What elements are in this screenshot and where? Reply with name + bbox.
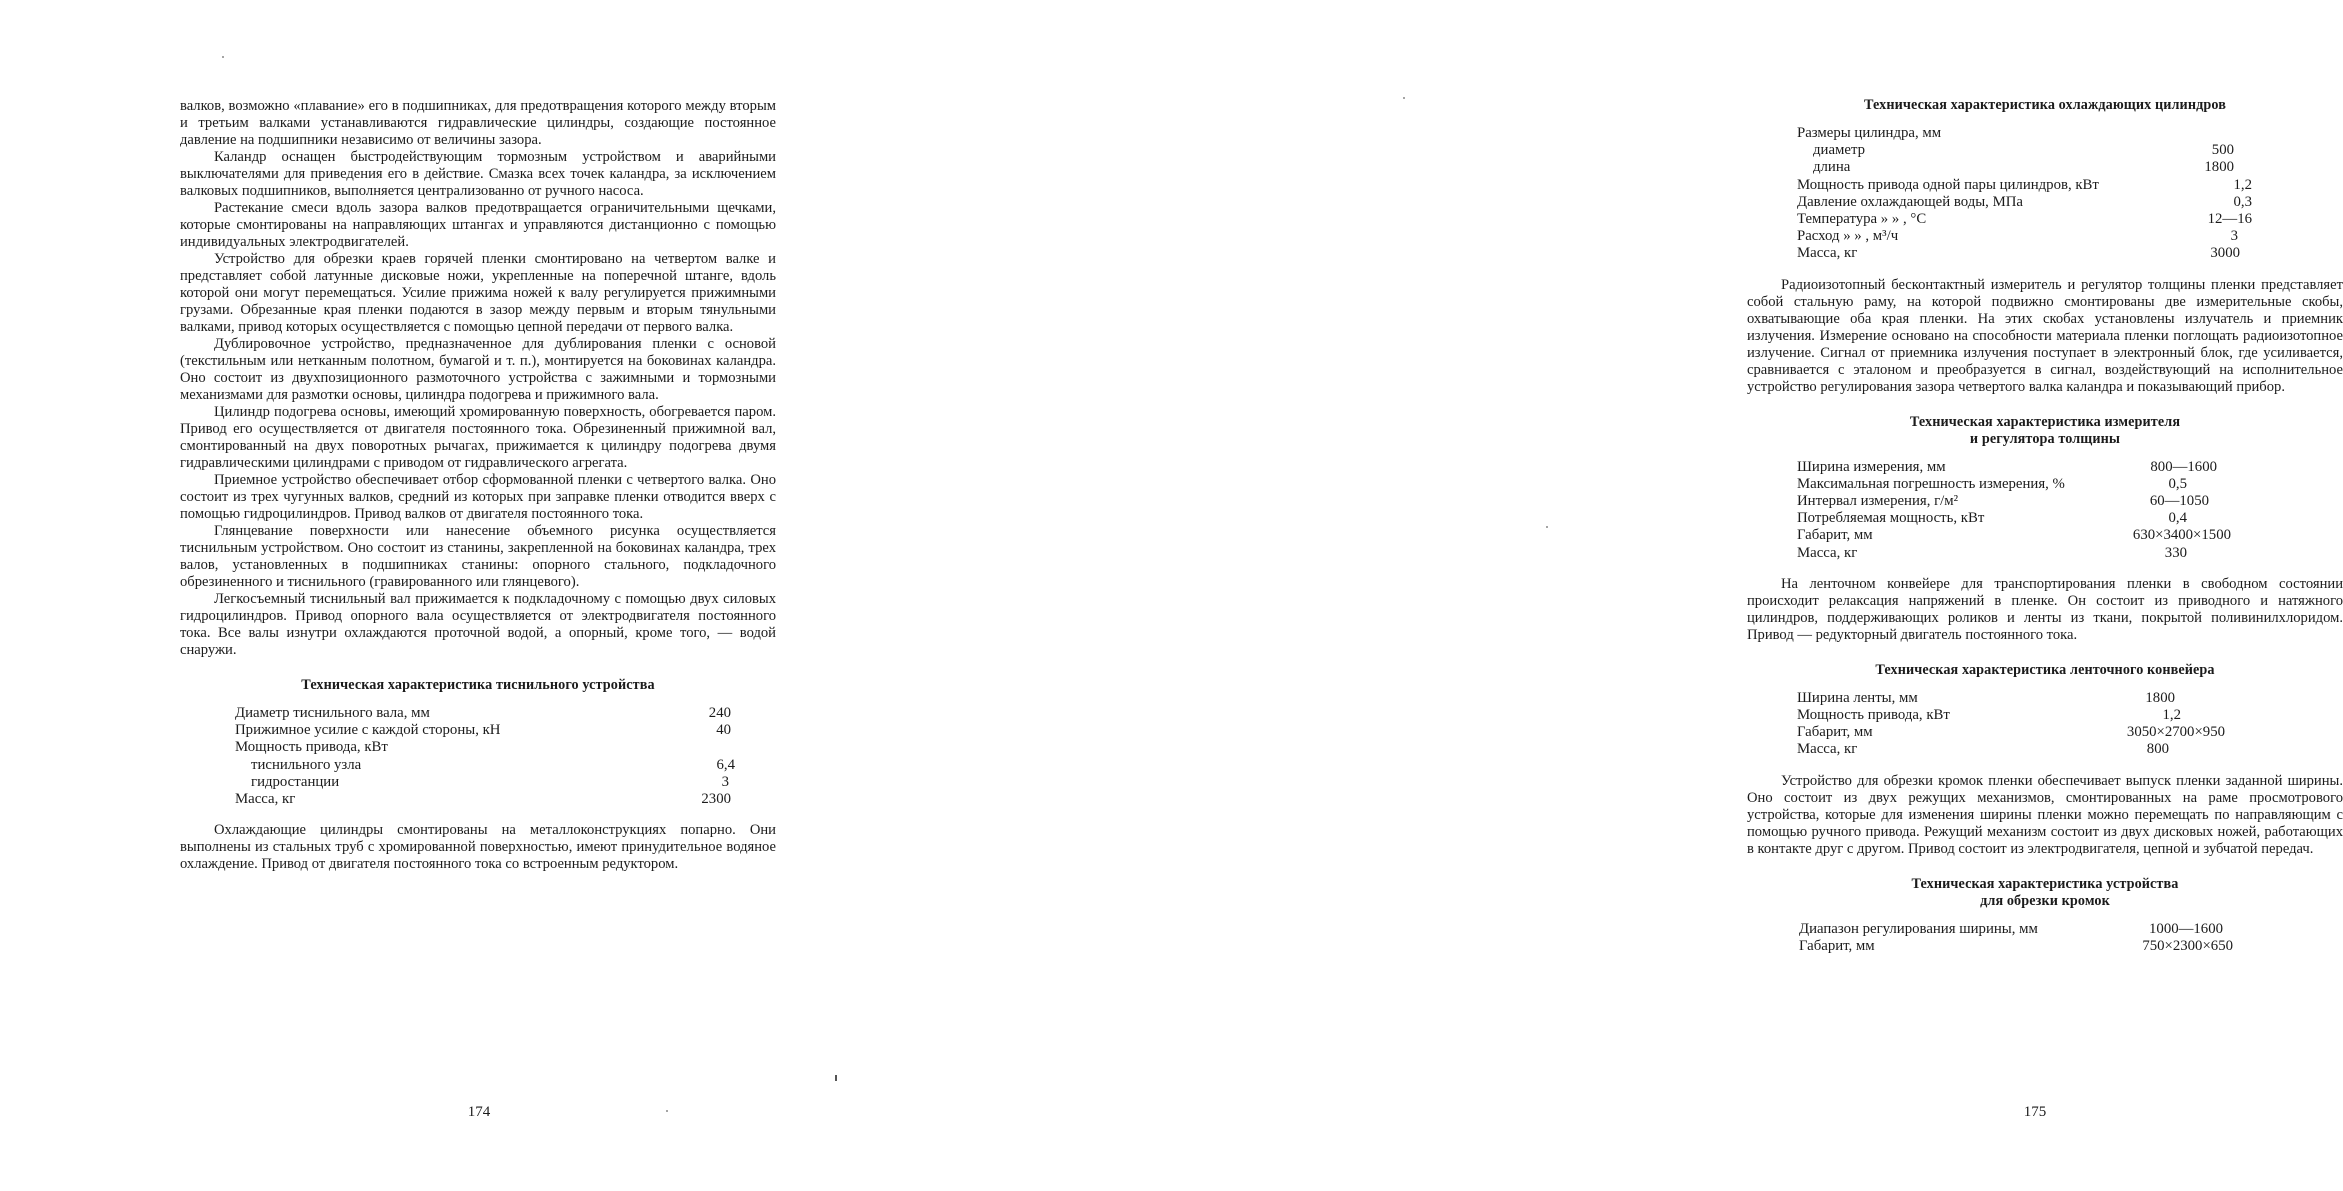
spec-row <box>1797 707 2267 724</box>
spec-label: Масса, кг <box>1797 544 1858 561</box>
spec-value: 2300 <box>701 791 731 808</box>
spec-row <box>1797 142 2252 159</box>
spec-row <box>1797 228 2252 245</box>
spec-value: 40 <box>716 722 731 739</box>
paragraph: Глянцевание поверхности или нанесение объемного рисунка осуществляется тиснильным устройством. Оно состоит из станины, закрепленной на боковинах каландра, трех валов, установленных в подшипниках станины: опорного стального, подкладочного обрезиненного и тиснильного (гравированного или глянцевого). <box>180 523 776 590</box>
spec-row <box>235 791 735 808</box>
spec-row <box>235 722 735 739</box>
spec-row <box>1797 211 2252 228</box>
spec-table-conveyor <box>1797 690 2267 759</box>
spec-label: диаметр <box>1813 142 1865 159</box>
spec-row <box>1799 921 2269 938</box>
heading-line: и регулятора толщины <box>1969 430 2121 447</box>
right-page <box>842 0 2343 1191</box>
spec-row <box>1797 545 2267 562</box>
right-text-column <box>1747 97 2343 969</box>
spec-heading-cooling: Техническая характеристика охлаждающих цилиндров <box>1864 97 2226 113</box>
spec-value: 1800 <box>2145 689 2175 706</box>
spec-label: Диапазон регулирования ширины, мм <box>1799 920 2038 937</box>
spec-label: Габарит, мм <box>1797 527 1873 544</box>
spec-value: 1000—1600 <box>2149 920 2223 937</box>
spec-label: Ширина измерения, мм <box>1797 458 1946 475</box>
spec-row <box>1797 493 2267 510</box>
spec-row <box>1797 245 2252 262</box>
heading-line: Техническая характеристика измерителя <box>1909 413 2181 430</box>
page-number: 175 <box>2023 1104 2047 1120</box>
heading-line: для обрезки кромок <box>1980 892 2110 909</box>
spec-label: Размеры цилиндра, мм <box>1797 125 1942 141</box>
spec-label: Интервал измерения, г/м² <box>1797 493 1959 510</box>
spec-value: 240 <box>708 705 731 721</box>
spec-row <box>235 774 735 791</box>
spec-value: 3 <box>2230 228 2238 245</box>
spec-table-cooling <box>1797 125 2252 263</box>
spec-label: гидростанции <box>251 773 340 790</box>
spec-row <box>1797 177 2252 194</box>
gutter-mark <box>835 1075 837 1081</box>
spec-row <box>1797 724 2267 741</box>
paragraph: На ленточном конвейере для транспортирования пленки в свободном состоянии происходит релаксация напряжений в пленке. Он состоит из приводного и натяжного цилиндров, поддерживающих роликов и ленты из ткани, покрытой поливинилхлоридом. Привод — редукторный двигатель постоянного тока. <box>1747 575 2343 643</box>
spec-heading-trimmer <box>1747 876 2343 910</box>
paragraph: Охлаждающие цилиндры смонтированы на металлоконструкциях попарно. Они выполнены из стальных труб с хромированной поверхностью, имеют принудительное водяное охлаждение. Привод от двигателя постоянного тока со встроенным редуктором. <box>180 822 776 873</box>
spec-value: 630×3400×1500 <box>2132 527 2231 544</box>
heading-line: Техническая характеристика устройства <box>1911 875 2179 892</box>
paragraph: Цилиндр подогрева основы, имеющий хромированную поверхность, обогревается паром. Привод его осуществляется от двигателя постоянного тока. Обрезиненный прижимной вал, смонтированный на двух поворотных рычагах, прижимается к цилиндру подогрева двумя гидравлическими цилиндрами с приводом от гидравлического агрегата. <box>180 404 776 471</box>
paragraph: Легкосъемный тиснильный вал прижимается к подкладочному с помощью двух силовых гидроцилиндров. Привод опорного вала осуществляется от электродвигателя постоянного тока. Все валы изнутри охлаждаются проточной водой, а опорный, кроме того, — водой снаружи. <box>180 591 776 658</box>
spec-value: 6,4 <box>716 756 735 773</box>
spec-table-gauge <box>1797 459 2267 562</box>
spec-label: Температура » » , °С <box>1797 211 1927 228</box>
print-speck <box>1403 97 1405 99</box>
paragraph: Устройство для обрезки кромок пленки обеспечивает выпуск пленки заданной ширины. Оно состоит из двух режущих механизмов, смонтированных на раме просмотрового устройства, которые для изменения ширины пленки можно перемещать по направляющим с помощью ручного привода. Режущий механизм состоит из двух дисковых ножей, работающих в контакте друг с другом. Привод состоит из электродвигателя, цепной и зубчатой передач. <box>1747 772 2343 857</box>
spec-value: 750×2300×650 <box>2142 937 2233 954</box>
spec-table-trimmer <box>1799 921 2269 955</box>
spec-value: 800 <box>2146 741 2169 758</box>
spec-label: Масса, кг <box>235 791 296 808</box>
print-speck <box>1546 526 1548 528</box>
paragraph: Радиоизотопный бесконтактный измеритель и регулятор толщины пленки представляет собой стальную раму, на которой подвижно смонтированы две измерительные скобы, охватывающие оба края пленки. На этих скобах установлены излучатель и приемник излучения. Измерение основано на способности материала пленки поглощать радиоизотопное излучение. Сигнал от приемника излучения поступает в электронный блок, где усиливается, сравнивается с эталоном и преобразуется в сигнал, воздействующий на исполнительное устройство регулирования зазора четвертого валка каландра и показывающий прибор. <box>1747 276 2343 395</box>
spec-row <box>1797 125 2252 142</box>
left-text-column <box>180 98 776 873</box>
spec-value: 3 <box>721 773 729 790</box>
spec-label: Габарит, мм <box>1797 724 1873 741</box>
spec-label: Масса, кг <box>1797 741 1858 758</box>
spec-row <box>1797 741 2267 758</box>
paragraph: Растекание смеси вдоль зазора валков предотвращается ограничительными щечками, которые смонтированы на направляющих штангах и управляются дистанционно с помощью индивидуальных электродвигателей. <box>180 200 776 250</box>
spec-row <box>235 739 735 756</box>
spec-row <box>1797 527 2267 544</box>
spec-label: тиснильного узла <box>251 756 362 773</box>
spec-label: Мощность привода одной пары цилиндров, кВт <box>1797 176 2099 193</box>
left-page <box>0 0 842 1191</box>
paragraph: Каландр оснащен быстродействующим тормозным устройством и аварийными выключателями для приведения его в действие. Смазка всех точек каландра, за исключением валковых подшипников, выполняется централизованно от ручного насоса. <box>180 149 776 199</box>
spec-row <box>1799 938 2269 955</box>
spec-row <box>1797 476 2267 493</box>
spec-label: Давление охлаждающей воды, МПа <box>1797 193 2023 210</box>
spec-label: Расход » » , м³/ч <box>1797 228 1899 245</box>
spec-row <box>235 705 735 722</box>
spec-label: Потребляемая мощность, кВт <box>1797 510 1985 527</box>
spec-value: 0,3 <box>2233 193 2252 210</box>
spec-value: 1,2 <box>2233 176 2252 193</box>
spec-value: 800—1600 <box>2150 458 2217 475</box>
spec-row <box>1797 194 2252 211</box>
spec-value: 60—1050 <box>2149 493 2209 510</box>
spec-row <box>1797 459 2267 476</box>
print-speck <box>666 1110 668 1112</box>
spec-label: Прижимное усилие с каждой стороны, кН <box>235 722 501 739</box>
spec-value: 3050×2700×950 <box>2126 724 2225 741</box>
paragraph: Дублировочное устройство, предназначенное для дублирования пленки с основой (текстильным или нетканным полотном, бумагой и т. п.), монтируется на боковинах каландра. Оно состоит из двухпозиционного размоточного устройства с зажимными и тормозными механизмами для размотки основы, цилиндра подогрева и прижимного вала. <box>180 336 776 403</box>
spec-value: 1,2 <box>2162 707 2181 724</box>
spec-label: Ширина ленты, мм <box>1797 689 1918 706</box>
paragraph: Устройство для обрезки краев горячей пленки смонтировано на четвертом валке и представляет собой латунные дисковые ножи, укрепленные на поперечной штанге, вдоль которой они могут перемещаться. Усилие прижима ножей к валу регулируется прижимными грузами. Обрезанные края пленки подаются в зазор между первым и вторым тянульными валками, привод которых осуществляется с помощью цепной передачи от первого валка. <box>180 251 776 335</box>
spec-label: Мощность привода, кВт <box>1797 707 1950 724</box>
page-number: 174 <box>467 1104 491 1120</box>
spec-heading-conveyor: Техническая характеристика ленточного конвейера <box>1875 661 2215 678</box>
spec-value: 1800 <box>2204 159 2234 176</box>
print-speck <box>222 56 224 58</box>
spec-label: Максимальная погрешность измерения, % <box>1797 475 2065 492</box>
spec-value: 330 <box>2164 544 2187 561</box>
spec-value: 0,5 <box>2168 475 2187 492</box>
paragraph: Приемное устройство обеспечивает отбор сформованной пленки с четвертого валка. Оно состоит из трех чугунных валков, средний из которых при заправке пленки отводится вверх с помощью гидроцилиндров. Привод валков от двигателя постоянного тока. <box>180 472 776 522</box>
spec-row <box>1797 510 2267 527</box>
spec-value: 500 <box>2211 142 2234 159</box>
spec-label: Масса, кг <box>1797 245 1858 262</box>
spec-label: Габарит, мм <box>1799 937 1875 954</box>
spec-row <box>1797 690 2267 707</box>
spec-value: 3000 <box>2210 245 2240 262</box>
spec-label: Мощность привода, кВт <box>235 739 388 756</box>
spec-row <box>1797 159 2252 176</box>
spec-heading-embossing: Техническая характеристика тиснильного устройства <box>301 677 655 693</box>
spec-value: 12—16 <box>2207 211 2252 228</box>
spec-label: Диаметр тиснильного вала, мм <box>235 705 430 721</box>
spec-table-embossing <box>235 705 735 808</box>
spec-heading-gauge <box>1747 414 2343 448</box>
spec-label: длина <box>1813 159 1851 176</box>
spec-value: 0,4 <box>2168 510 2187 527</box>
paragraph: валков, возможно «плавание» его в подшипниках, для предотвращения которого между вторым и третьим валками устанавливаются гидравлические цилиндры, создающие постоянное давление на подшипники независимо от величины зазора. <box>180 98 776 148</box>
spec-row <box>235 757 735 774</box>
